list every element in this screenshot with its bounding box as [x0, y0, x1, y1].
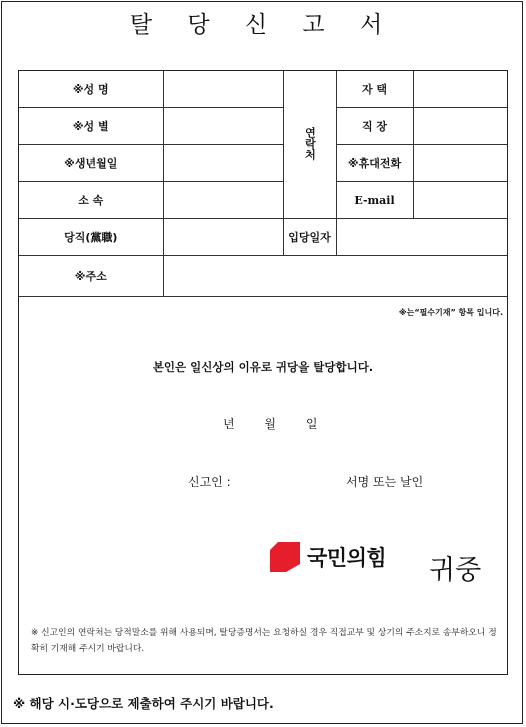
home-phone-label: 자 택 — [336, 71, 413, 108]
party-position-field[interactable] — [163, 219, 283, 256]
party-name: 국민의힘 — [307, 546, 387, 570]
affiliation-field[interactable] — [163, 182, 283, 219]
work-phone-field[interactable] — [413, 108, 507, 145]
info-table — [19, 71, 507, 297]
recipient-label: 귀중 — [429, 555, 482, 586]
day-label: 일 — [305, 417, 318, 431]
address-field[interactable] — [163, 256, 507, 297]
party-position-label: 당직(黨職) — [19, 219, 163, 256]
email-field[interactable] — [413, 182, 507, 219]
mobile-label: ※휴대전화 — [336, 145, 413, 182]
declaration-text: 본인은 일신상의 이유로 귀당을 탈당합니다. — [152, 360, 374, 374]
gender-field[interactable] — [163, 108, 283, 145]
contact-notice: ※ 신고인의 연락처는 당적말소를 위해 사용되며, 탈당증명서는 요청하실 경우 직접교부 및 상기의 주소지로 송부하오니 정확히 기재해 주시기 바랍니다. — [31, 628, 497, 654]
contact-label-cell — [283, 71, 336, 219]
date-line — [223, 415, 343, 432]
join-date-label: 입당일자 — [283, 219, 336, 256]
year-label: 년 — [223, 417, 235, 431]
mobile-field[interactable] — [413, 145, 507, 182]
birth-label: ※생년월일 — [19, 145, 163, 182]
reporter-label: 신고인 : — [188, 475, 231, 489]
contact-label: 연락처 — [303, 126, 317, 160]
email-label: E-mail — [336, 182, 413, 219]
address-label: ※주소 — [19, 256, 163, 297]
month-label: 월 — [264, 417, 277, 431]
required-note: ※는“필수기재” 항목 입니다. — [398, 308, 503, 317]
gender-label: ※성 별 — [19, 108, 163, 145]
name-field[interactable] — [163, 71, 283, 108]
withdrawal-form — [18, 70, 508, 675]
party-logo — [269, 541, 386, 573]
party-mark-icon — [269, 541, 301, 573]
submission-footer: ※ 해당 시·도당으로 제출하여 주시기 바랍니다. — [13, 696, 274, 711]
birth-field[interactable] — [163, 145, 283, 182]
signature-label: 서명 또는 날인 — [346, 475, 424, 489]
affiliation-label: 소 속 — [19, 182, 163, 219]
name-label: ※성 명 — [19, 71, 163, 108]
join-date-field[interactable] — [336, 219, 507, 256]
document-title: 탈 당 신 고 서 — [129, 12, 397, 38]
home-phone-field[interactable] — [413, 71, 507, 108]
work-phone-label: 직 장 — [336, 108, 413, 145]
